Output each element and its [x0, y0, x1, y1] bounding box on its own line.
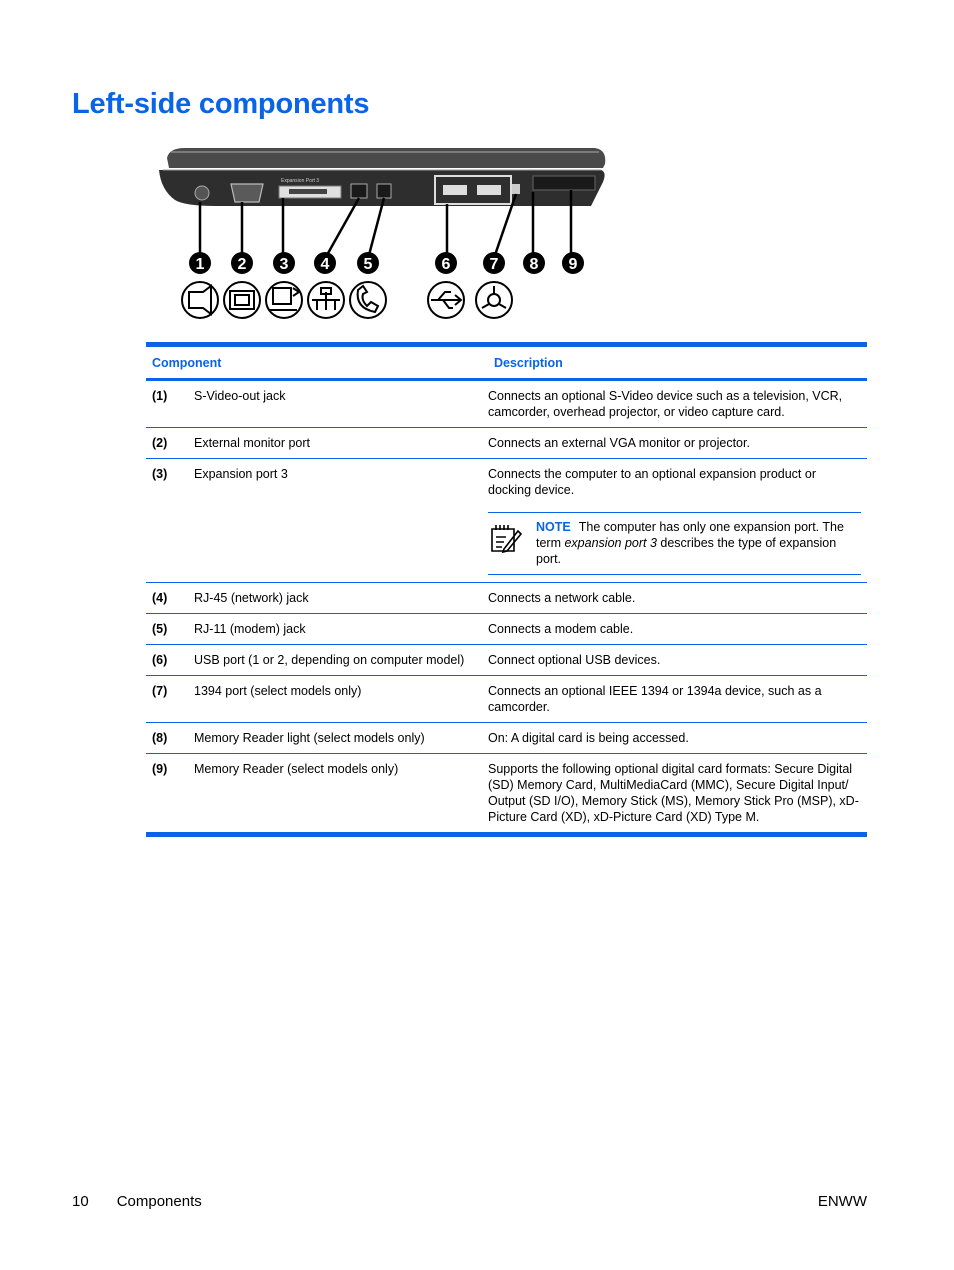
callout-3: 3	[279, 256, 289, 273]
row-number: (6)	[152, 653, 168, 667]
footer-left	[72, 1193, 202, 1210]
memory-reader	[533, 176, 595, 190]
table-row	[146, 754, 867, 832]
laptop-left-side-figure	[155, 140, 615, 330]
table-row	[146, 723, 867, 754]
note-pencil-icon	[488, 519, 536, 567]
vga-port	[231, 184, 263, 202]
row-number: (2)	[152, 436, 168, 450]
row-number: (5)	[152, 622, 168, 636]
note-label: NOTE	[536, 520, 571, 534]
note-box	[488, 512, 861, 575]
row-component: RJ-45 (network) jack	[194, 591, 309, 605]
callout-2: 2	[237, 256, 247, 273]
usb-port-2	[477, 185, 501, 195]
row-number: (7)	[152, 684, 168, 698]
header-description: Description	[494, 355, 563, 370]
s-video-icon	[182, 282, 218, 318]
usb-port-1	[443, 185, 467, 195]
note-text-em: expansion port 3	[564, 536, 657, 550]
footer-locale: ENWW	[817, 1193, 867, 1210]
row-description: On: A digital card is being accessed.	[488, 731, 689, 745]
row-component: Memory Reader light (select models only)	[194, 731, 425, 745]
callout-1: 1	[195, 256, 205, 273]
row-description: Connects an optional S-Video device such as a television, VCR, camcorder, overhead projector, or video capture card.	[488, 389, 843, 419]
row-number: (8)	[152, 731, 168, 745]
table-row	[146, 614, 867, 645]
row-component: S-Video-out jack	[194, 389, 286, 403]
1394-firewire-icon	[476, 282, 512, 318]
s-video-jack	[195, 186, 209, 200]
table-row	[146, 645, 867, 676]
network-jack-icon	[308, 282, 344, 318]
row-description-with-note	[482, 459, 867, 582]
row-number: (3)	[152, 467, 168, 481]
figure-port-label: Expansion Port 3	[281, 178, 320, 184]
footer-section: Components	[116, 1193, 202, 1210]
table-row	[146, 676, 867, 723]
row-description: Connects a network cable.	[488, 591, 636, 605]
row-component: 1394 port (select models only)	[194, 684, 362, 698]
firewire-port	[512, 184, 520, 194]
rj11-jack	[377, 184, 391, 198]
page-number: 10	[72, 1193, 89, 1210]
row-component: Memory Reader (select models only)	[194, 762, 399, 776]
table-row	[146, 459, 867, 583]
modem-jack-icon	[350, 282, 386, 318]
callout-9: 9	[568, 256, 578, 273]
callout-4: 4	[320, 256, 330, 273]
row-description: Connect optional USB devices.	[488, 653, 661, 667]
expansion-port-3-icon	[266, 282, 302, 318]
row-description: Supports the following optional digital card formats: Secure Digital (SD) Memory Card, MultiMediaCard (MMC), Secure Digital Input/ Output (SD I/O), Memory Stick (MS), Memory Stick Pro (MSP), xD-Picture Card (XD), xD-Picture Card (XD) Type M.	[488, 762, 859, 824]
row-component: RJ-11 (modem) jack	[194, 622, 306, 636]
row-description: Connects the computer to an optional expansion product or docking device.	[488, 467, 816, 497]
table-row	[146, 381, 867, 428]
row-component: Expansion port 3	[194, 467, 288, 481]
row-component: External monitor port	[194, 436, 311, 450]
note-text	[536, 519, 861, 567]
monitor-port-icon	[224, 282, 260, 318]
callout-6: 6	[441, 256, 451, 273]
note-text-before: The computer has only one expansion port. The term	[536, 520, 844, 550]
callout-5: 5	[363, 256, 373, 273]
row-number: (1)	[152, 389, 168, 403]
row-number: (9)	[152, 762, 168, 776]
callout-8: 8	[529, 256, 539, 273]
table-header	[146, 347, 867, 381]
row-description: Connects an optional IEEE 1394 or 1394a device, such as a camcorder.	[488, 684, 822, 714]
row-description: Connects a modem cable.	[488, 622, 634, 636]
table-row	[146, 428, 867, 459]
callout-7: 7	[489, 256, 499, 273]
row-component: USB port (1 or 2, depending on computer model)	[194, 653, 465, 667]
row-description: Connects an external VGA monitor or projector.	[488, 436, 750, 450]
note-text-after: describes the type of expansion port.	[536, 536, 837, 566]
rj45-jack	[351, 184, 367, 198]
components-table	[146, 342, 867, 837]
page-title: Left-side components	[72, 88, 370, 120]
row-number: (4)	[152, 591, 168, 605]
header-component: Component	[152, 355, 222, 370]
usb-icon	[428, 282, 464, 318]
laptop-lid	[167, 148, 605, 168]
table-row	[146, 583, 867, 614]
